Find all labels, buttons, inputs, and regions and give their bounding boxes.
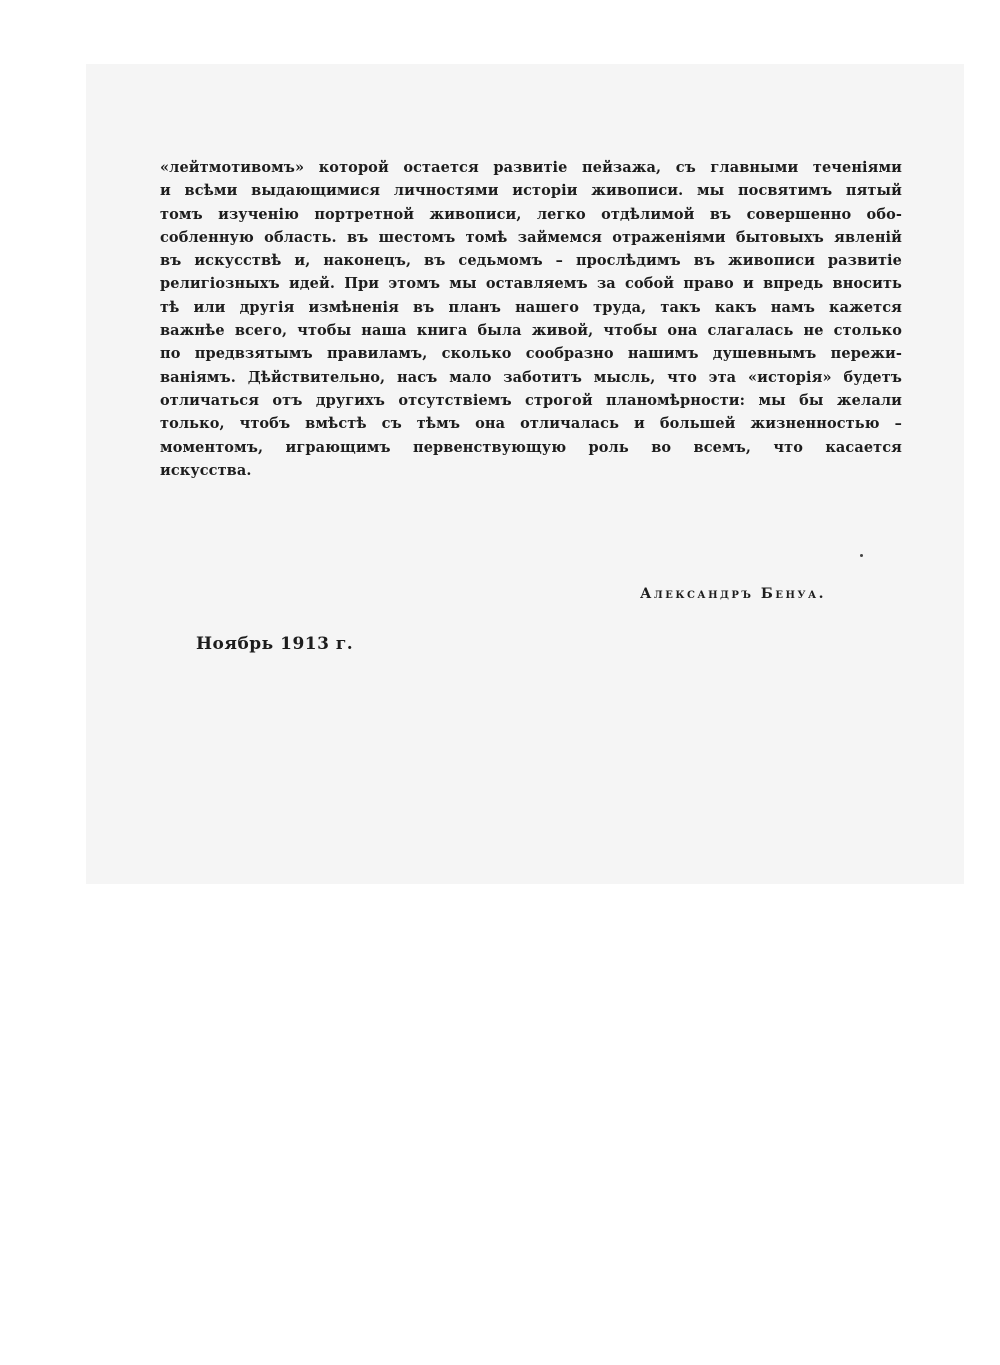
text-line: собленную область. въ шестомъ томѣ займемся отраженіями бытовыхъ явленій <box>160 228 902 246</box>
author-signature: Александръ Бенуа. <box>640 586 827 602</box>
text-line: по предвзятымъ правиламъ, сколько сообразно нашимъ душевнымъ пережи- <box>160 345 902 363</box>
date-line: Ноябрь 1913 г. <box>196 634 354 654</box>
scanned-page <box>86 64 964 884</box>
body-paragraph <box>160 156 902 482</box>
text-line: томъ изученію портретной живописи, легко отдѣлимой въ совершенно обо- <box>160 205 902 223</box>
ink-speck <box>860 554 863 557</box>
text-line: тѣ или другія измѣненія въ планъ нашего труда, такъ какъ намъ кажется <box>160 298 902 316</box>
text-line: важнѣе всего, чтобы наша книга была живой, чтобы она слагалась не столько <box>160 322 902 340</box>
text-line: «лейтмотивомъ» которой остается развитіе пейзажа, съ главными теченіями <box>160 159 902 176</box>
text-line: моментомъ, играющимъ первенствующую роль во всемъ, что касается <box>160 438 902 456</box>
text-line: только, чтобъ вмѣстѣ съ тѣмъ она отличалась и большей жизненностью – <box>160 415 902 433</box>
text-line: въ искусствѣ и, наконецъ, въ седьмомъ – прослѣдимъ въ живописи развитіе <box>160 252 902 270</box>
text-line: отличаться отъ другихъ отсутствіемъ строгой планомѣрности: мы бы желали <box>160 391 902 409</box>
text-line: и всѣми выдающимися личностями исторіи живописи. мы посвятимъ пятый <box>160 182 902 200</box>
text-line: религіозныхъ идей. При этомъ мы оставляемъ за собой право и впредь вносить <box>160 275 902 293</box>
text-line: искусства. <box>160 461 252 479</box>
text-line: ваніямъ. Дѣйствительно, насъ мало заботитъ мысль, что эта «исторія» будетъ <box>160 368 902 386</box>
